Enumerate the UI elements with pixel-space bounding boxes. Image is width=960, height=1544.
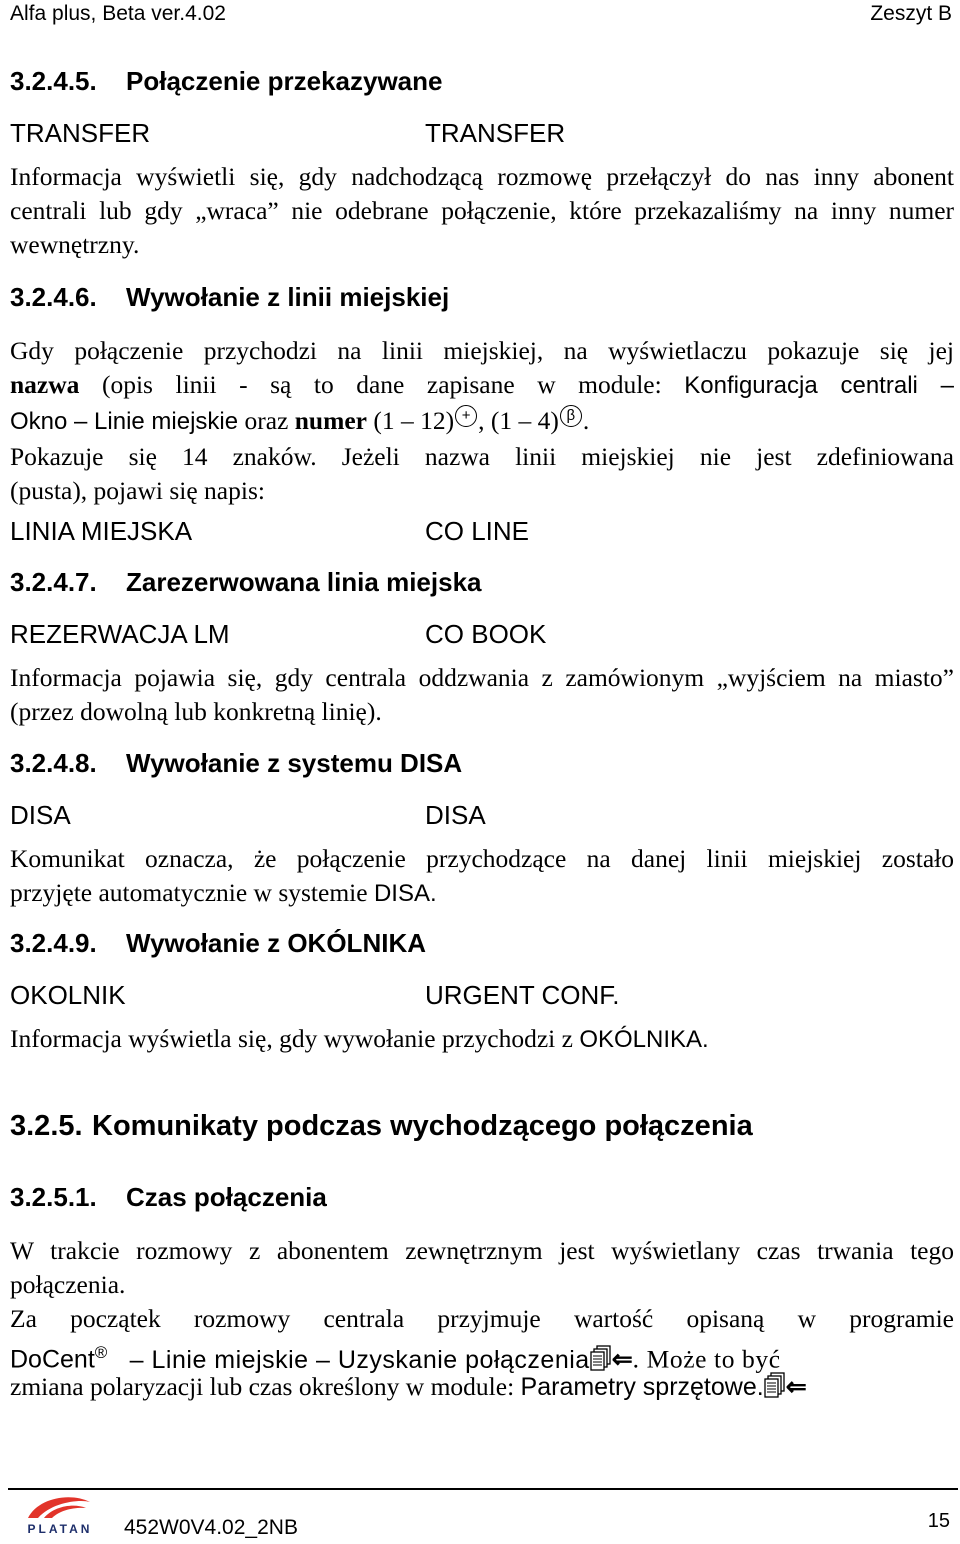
text: przyjęte automatycznie w systemie	[10, 878, 368, 907]
plus-circle-icon: +	[455, 405, 477, 427]
docent-term: DoCent	[10, 1345, 95, 1374]
section-number: 3.2.4.5.	[10, 66, 97, 96]
text: Informacja wyświetla się, gdy wywołanie przychodzi z	[10, 1024, 573, 1053]
display-en: DISA	[425, 800, 486, 830]
disa-term: DISA.	[373, 880, 437, 907]
term-numer: numer	[294, 406, 367, 435]
okolnika-term: OKÓLNIKA.	[579, 1026, 709, 1053]
section-number: 3.2.4.8.	[10, 748, 97, 778]
text: (opis linii - są to dane zapisane w module:	[101, 370, 662, 399]
paragraph-line	[10, 1370, 954, 1404]
display-en: URGENT CONF.	[425, 980, 620, 1010]
section-title: Wywołanie z linii miejskiej	[126, 282, 450, 312]
heading-3-2-4-5	[10, 66, 442, 97]
paragraph-line: (pusta), pojawi się napis:	[10, 476, 265, 505]
header-right: Zeszyt B	[870, 2, 952, 25]
menu-path: – Linie miejskie – Uzyskanie połączenia	[129, 1345, 590, 1374]
section-number: 3.2.5.	[10, 1110, 83, 1142]
registered-mark: ®	[94, 1343, 108, 1362]
platan-logo	[8, 1494, 112, 1536]
logo-text: PLATAN	[27, 1522, 93, 1536]
display-pl: REZERWACJA LM	[10, 619, 230, 649]
section-number: 3.2.4.9.	[10, 928, 97, 958]
section-title: Wywołanie z systemu DISA	[126, 748, 463, 778]
heading-3-2-5-1	[10, 1182, 327, 1213]
section-title: Zarezerwowana linia miejska	[126, 567, 482, 597]
range-text: (1 – 12)	[373, 406, 455, 435]
paragraph-line	[10, 404, 954, 439]
doc-code: 452W0V4.02_2NB	[124, 1516, 298, 1539]
section-number: 3.2.4.7.	[10, 567, 97, 597]
section-number: 3.2.4.6.	[10, 282, 97, 312]
range-text: , (1 – 4)	[478, 406, 559, 435]
term-nazwa: nazwa	[10, 370, 80, 399]
section-title: Komunikaty podczas wychodzącego połączenia	[92, 1110, 753, 1142]
beta-circle-icon: β	[560, 405, 582, 427]
heading-3-2-4-6	[10, 282, 449, 313]
display-en: CO BOOK	[425, 619, 547, 649]
text: . Może to być	[632, 1344, 781, 1374]
heading-3-2-4-7	[10, 567, 482, 598]
display-pl: OKOLNIK	[10, 980, 126, 1010]
display-pl: DISA	[10, 800, 71, 830]
paragraph-line: Pokazuje się 14 znaków. Jeżeli nazwa linii miejskiej nie jest zdefiniowana	[10, 442, 954, 471]
display-pl: TRANSFER	[10, 118, 151, 148]
paragraph: Informacja wyświetli się, gdy nadchodzącą rozmowę przełączył do nas inny abonent centrali lub gdy „wraca” nie odebrane połączenie, które przekazaliśmy na inny numer wewnętrzny.	[10, 162, 954, 259]
section-title: Połączenie przekazywane	[126, 66, 443, 96]
paragraph-line: Gdy połączenie przychodzi na linii miejskiej, na wyświetlaczu pokazuje się jej	[10, 336, 954, 365]
paragraph-line	[10, 368, 954, 403]
display-en: TRANSFER	[425, 118, 566, 148]
section-title: Czas połączenia	[126, 1182, 327, 1212]
heading-3-2-4-9	[10, 928, 426, 959]
heading-3-2-5	[10, 1110, 753, 1143]
document-stack-icon	[764, 1372, 786, 1398]
header-left: Alfa plus, Beta ver.4.02	[10, 2, 226, 25]
paragraph: W trakcie rozmowy z abonentem zewnętrznym jest wyświetlany czas trwania tego połączenia.	[10, 1236, 954, 1299]
document-stack-icon	[590, 1345, 612, 1371]
paragraph-line: Za początek rozmowy centrala przyjmuje wartość opisaną w programie	[10, 1304, 954, 1333]
text: zmiana polaryzacji lub czas określony w module:	[10, 1372, 515, 1401]
menu-path: Konfiguracja centrali –	[684, 372, 955, 399]
paragraph-line	[10, 876, 954, 911]
paragraph-line: Komunikat oznacza, że połączenie przychodzące na danej linii miejskiej zostało	[10, 844, 954, 873]
paragraph: Informacja pojawia się, gdy centrala oddzwania z zamówionym „wyjściem na miasto” (przez dowolną lub konkretną linię).	[10, 663, 954, 726]
footer-rule	[8, 1488, 958, 1490]
text: .	[582, 406, 590, 435]
back-arrow-icon: ⇐	[785, 1373, 807, 1401]
text: oraz	[244, 406, 289, 435]
heading-3-2-4-8	[10, 748, 462, 779]
display-pl: LINIA MIEJSKA	[10, 516, 193, 546]
menu-path: Okno – Linie miejskie	[10, 408, 239, 435]
page-number: 15	[927, 1510, 950, 1532]
section-number: 3.2.5.1.	[10, 1182, 97, 1212]
display-en: CO LINE	[425, 516, 530, 546]
menu-path: Parametry sprzętowe.	[520, 1373, 764, 1401]
paragraph-line	[10, 1022, 954, 1057]
section-title: Wywołanie z OKÓLNIKA	[126, 928, 426, 958]
back-arrow-icon: ⇐	[611, 1345, 633, 1374]
